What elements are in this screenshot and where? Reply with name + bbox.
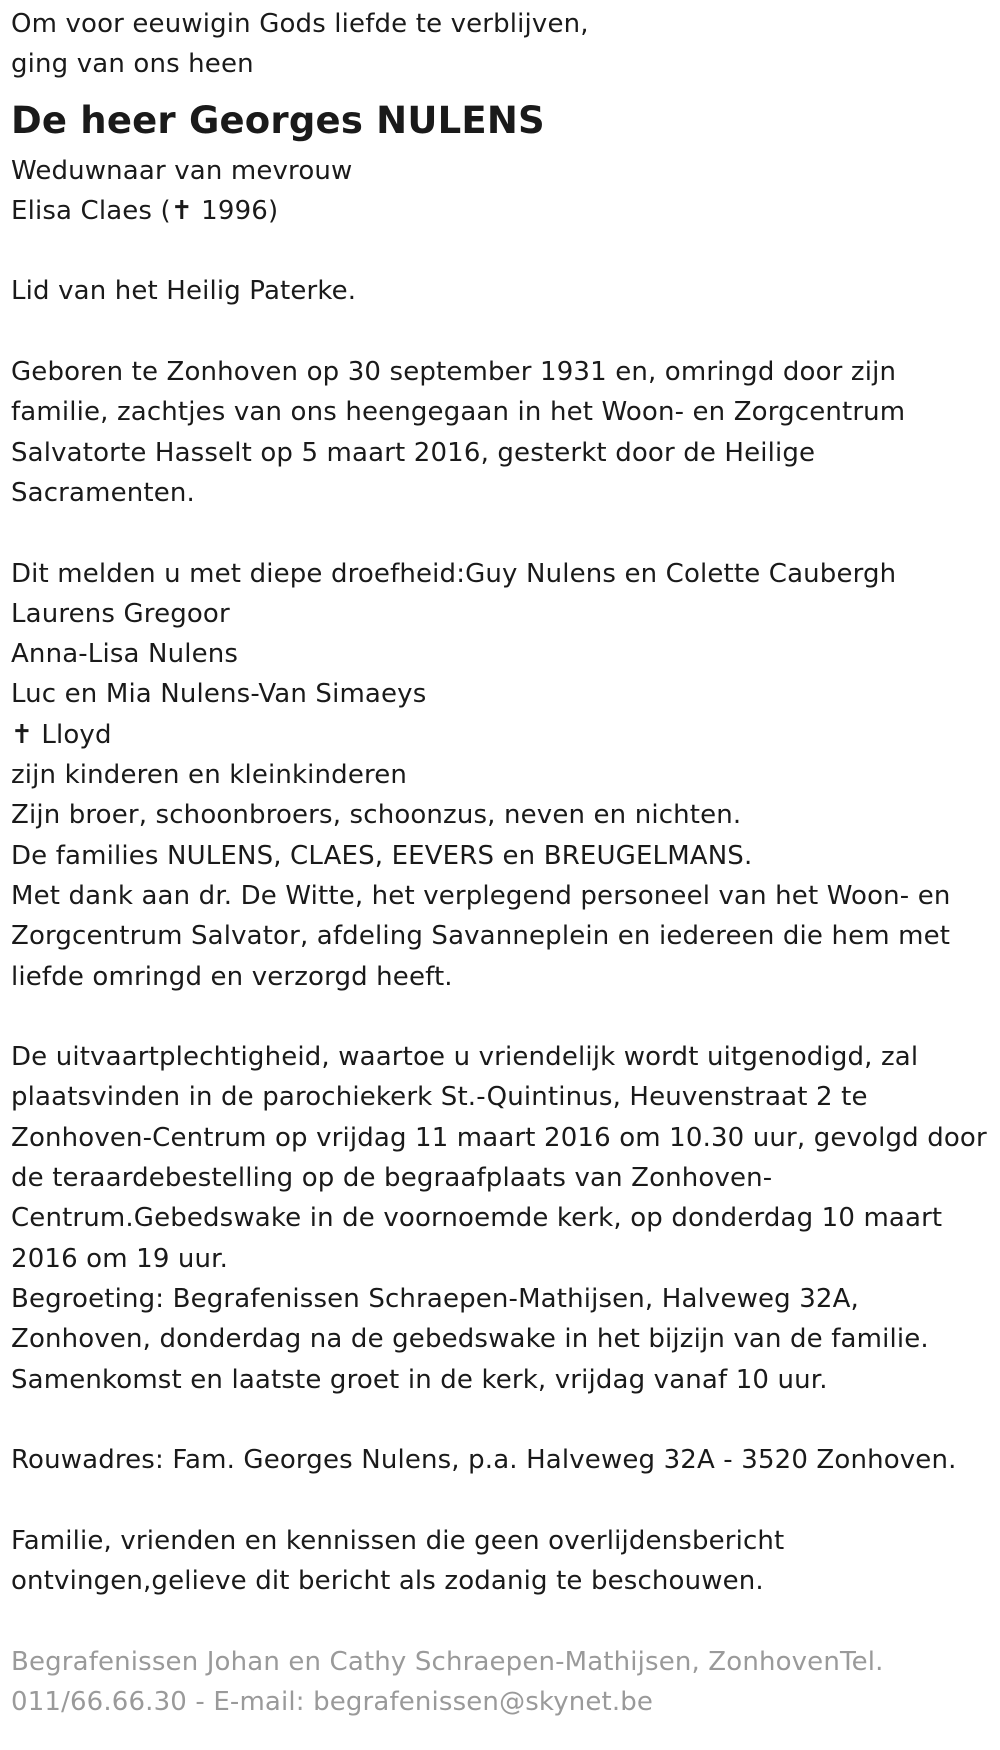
birth-death-line: Sacramenten. [11, 477, 195, 508]
intro-line: ging van ons heen [11, 49, 254, 80]
deceased-name-title: De heer Georges NULENS [11, 98, 545, 142]
family-line: Zorgcentrum Salvator, afdeling Savanneplein en iedereen die hem met [11, 921, 951, 952]
family-line: zijn kinderen en kleinkinderen [11, 760, 408, 791]
spacer [11, 1400, 996, 1440]
ceremony-line: De uitvaartplechtigheid, waartoe u vriendelijk wordt uitgenodigd, zal [11, 1042, 919, 1073]
spacer [11, 312, 996, 352]
birth-death-line: Geboren te Zonhoven op 30 september 1931 en, omringd door zijn [11, 357, 897, 388]
ceremony-line: Centrum.Gebedswake in de voornoemde kerk, op donderdag 10 maart [11, 1203, 943, 1234]
ceremony-line: 2016 om 19 uur. [11, 1243, 229, 1274]
family-line: Anna-Lisa Nulens [11, 639, 239, 670]
family-line: liefde omringd en verzorgd heeft. [11, 961, 453, 992]
title-section [11, 99, 996, 143]
spouse-line: Weduwnaar van mevrouw [11, 155, 353, 186]
spacer [11, 997, 996, 1037]
family-line: Laurens Gregoor [11, 598, 230, 629]
footer-line: Begrafenissen Johan en Cathy Schraepen-Mathijsen, ZonhovenTel. [11, 1646, 884, 1677]
ceremony-line: Begroeting: Begrafenissen Schraepen-Mathijsen, Halveweg 32A, [11, 1283, 859, 1314]
family-line: Met dank aan dr. De Witte, het verplegend personeel van het Woon- en [11, 880, 951, 911]
obituary-notice [11, 4, 996, 1722]
spacer [11, 513, 996, 553]
family-line: Zijn broer, schoonbroers, schoonzus, neven en nichten. [11, 800, 742, 831]
spacer [11, 1480, 996, 1520]
spacer [11, 231, 996, 271]
mourning-address: Rouwadres: Fam. Georges Nulens, p.a. Halveweg 32A - 3520 Zonhoven. [11, 1445, 957, 1476]
spacer [11, 1601, 996, 1641]
family-line: Dit melden u met diepe droefheid:Guy Nulens en Colette Caubergh [11, 558, 897, 589]
ceremony-line: Zonhoven, donderdag na de gebedswake in het bijzijn van de familie. [11, 1324, 929, 1355]
notice-line: ontvingen,gelieve dit bericht als zodanig te beschouwen. [11, 1565, 764, 1596]
family-line: De families NULENS, CLAES, EEVERS en BREUGELMANS. [11, 840, 753, 871]
footer-line: 011/66.66.30 - E-mail: begrafenissen@skynet.be [11, 1686, 654, 1717]
intro-line: Om voor eeuwigin Gods liefde te verblijven, [11, 9, 589, 39]
funeral-home-footer [11, 1642, 996, 1723]
spouse-section [11, 151, 996, 232]
ceremony-line: Samenkomst en laatste groet in de kerk, vrijdag vanaf 10 uur. [11, 1364, 828, 1395]
notice-line: Familie, vrienden en kennissen die geen overlijdensbericht [11, 1525, 785, 1556]
birth-death-line: familie, zachtjes van ons heengegaan in het Woon- en Zorgcentrum [11, 397, 906, 428]
membership-line: Lid van het Heilig Paterke. [11, 276, 357, 307]
spouse-line: Elisa Claes (✝ 1996) [11, 195, 279, 226]
birth-death-section [11, 352, 996, 513]
ceremony-section [11, 1037, 996, 1400]
family-line: ✝ Lloyd [11, 719, 112, 750]
intro-section [11, 4, 996, 85]
family-section [11, 554, 996, 997]
birth-death-line: Salvatorte Hasselt op 5 maart 2016, gesterkt door de Heilige [11, 437, 816, 468]
notice-section [11, 1521, 996, 1602]
family-line: Luc en Mia Nulens-Van Simaeys [11, 679, 427, 710]
ceremony-line: plaatsvinden in de parochiekerk St.-Quintinus, Heuvenstraat 2 te [11, 1082, 868, 1113]
ceremony-line: de teraardebestelling op de begraafplaats van Zonhoven- [11, 1163, 773, 1194]
ceremony-line: Zonhoven-Centrum op vrijdag 11 maart 2016 om 10.30 uur, gevolgd door [11, 1122, 987, 1153]
